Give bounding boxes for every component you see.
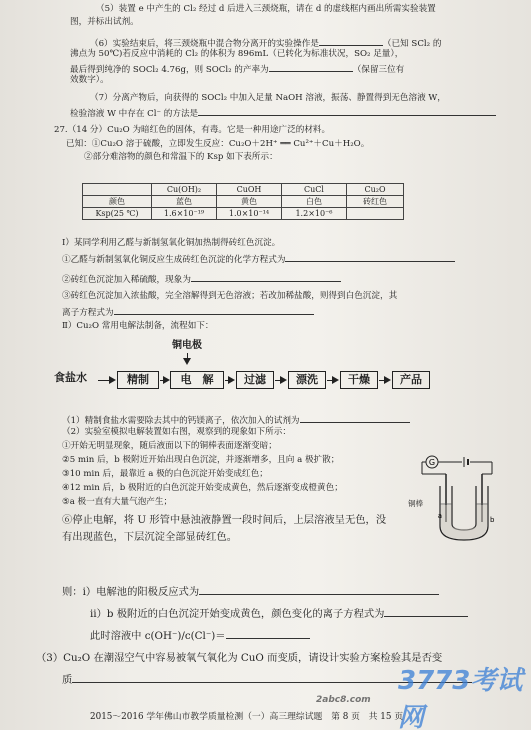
flow-step-refine: 精制 <box>117 371 159 389</box>
text-line: 最后得到纯净的 SOCl₂ 4.76g，则 SOCl₂ 的产率为 （保留三位有 <box>70 62 404 76</box>
electrode-b-label: b <box>490 516 495 524</box>
answer-blank <box>226 629 310 639</box>
text-line: 离子方程式为 <box>62 305 314 319</box>
answer-blank <box>285 252 455 262</box>
text-line: ⑥停止电解，将 U 形管中悬浊液静置一段时间后，上层溶液呈无色，没 <box>62 514 387 526</box>
watermark-logo: 3773考试网 <box>398 666 523 730</box>
table-header-cell: CuCl <box>282 184 347 196</box>
text-line: ②砖红色沉淀加入稀硫酸，现象为 <box>62 272 341 286</box>
flow-step-electrolysis: 电 解 <box>170 371 224 389</box>
copper-rod-label: 铜棒 <box>408 499 423 508</box>
table-cell: 1.2×10⁻⁶ <box>282 208 347 220</box>
galvanometer-label: G <box>428 458 436 467</box>
table-cell: 砖红色 <box>347 196 404 208</box>
text-line: （2）实验室模拟电解装置如右图，观察到的现象如下所示： <box>62 427 291 437</box>
table-cell: 1.6×10⁻¹⁹ <box>152 208 217 220</box>
answer-blank <box>198 106 496 116</box>
text-line: （5）装置 e 中产生的 Cl₂ 经过 d 后进入三颈烧瓶，请在 d 的虚线框内画出所需实验装置 <box>96 4 436 14</box>
table-cell <box>347 208 404 220</box>
text-line: Ⅰ）某同学利用乙醛与新制氢氧化铜加热制得砖红色沉淀。 <box>62 238 281 248</box>
text-line: ①乙醛与新制氢氧化铜反应生成砖红色沉淀的化学方程式为 <box>62 252 455 266</box>
text-line: ②5 min 后，b 极附近开始出现白色沉淀，并逐渐增多，且向 a 极扩散； <box>62 455 340 465</box>
text-line: 已知：①Cu₂O 溶于硫酸，立即发生反应：Cu₂O＋2H⁺ ══ Cu²⁺＋Cu＋H₂O。 <box>66 139 370 149</box>
text-line: （3）Cu₂O 在潮湿空气中容易被氧气氧化为 CuO 而变质，请设计实验方案检验其是否变 <box>36 652 443 664</box>
text-line: 检验溶液 W 中存在 Cl⁻ 的方法是 <box>70 106 496 120</box>
flow-arrow <box>225 380 233 381</box>
answer-blank <box>300 413 410 423</box>
text-line: 图，并标出试剂。 <box>70 17 139 27</box>
text-line: 则：ⅰ）电解池的阳极反应式为 <box>62 585 439 599</box>
table-row <box>83 196 404 208</box>
table-header-cell: Cu(OH)₂ <box>152 184 217 196</box>
question-27-heading: 27.（14 分）Cu₂O 为暗红色的固体，有毒。它是一种用途广泛的材料。 <box>54 125 331 135</box>
table-header-cell: CuOH <box>217 184 282 196</box>
flow-arrow <box>160 380 168 381</box>
text-line: ③砖红色沉淀加入浓盐酸，完全溶解得到无色溶液；若改加稀盐酸，则得到白色沉淀，其 <box>62 291 398 301</box>
table-header-cell <box>83 184 152 196</box>
table-cell: 黄色 <box>217 196 282 208</box>
flow-input: 食盐水 <box>54 371 87 384</box>
page-footer: 2015～2016 学年佛山市教学质量检测（一）高三理综试题 第 8 页 共 15 页 <box>90 712 404 722</box>
table-cell: 颜色 <box>83 196 152 208</box>
table-header-cell: Cu₂O <box>347 184 404 196</box>
electrode-label: 铜电极 <box>172 340 202 351</box>
table-cell: 1.0×10⁻¹⁴ <box>217 208 282 220</box>
table-cell: 白色 <box>282 196 347 208</box>
text-line: （6）实验结束后，将三颈烧瓶中混合物分离开的实验操作是 （已知 SCl₂ 的 <box>90 36 441 50</box>
electrolysis-apparatus <box>418 452 508 544</box>
text-line: （7）分离产物后，向获得的 SOCl₂ 中加入足量 NaOH 溶液，振荡、静置得到无色溶液 W， <box>90 93 446 103</box>
text-line: 质 <box>62 673 472 687</box>
table-row <box>83 208 404 220</box>
table-cell: 蓝色 <box>152 196 217 208</box>
flow-arrow <box>327 380 337 381</box>
text-line: 有出现蓝色，下层沉淀全部显砖红色。 <box>62 531 238 543</box>
flow-step-filter: 过滤 <box>236 371 274 389</box>
text-line: ①开始无明显现象，随后液面以下的铜棒表面逐渐变暗； <box>62 441 277 451</box>
text-line: 此时溶液中 c(OH⁻)/c(Cl⁻)＝ <box>90 629 310 643</box>
text-line: （1）精制食盐水需要除去其中的钙镁离子，依次加入的试剂为 <box>62 413 410 427</box>
answer-blank <box>269 62 353 72</box>
watermark-url: 2abc8.com <box>316 695 371 705</box>
flow-step-dry: 干燥 <box>340 371 378 389</box>
text-line: 沸点为 50℃)若反应中消耗的 Cl₂ 的体积为 896mL（已转化为标准状况，SO₂ 足量）， <box>70 49 404 59</box>
table-cell: Ksp(25 ℃) <box>83 208 152 220</box>
flow-arrow <box>98 380 114 381</box>
answer-blank <box>114 305 314 315</box>
answer-blank <box>199 585 439 595</box>
answer-blank <box>191 272 341 282</box>
electrode-a-label: a <box>437 512 442 520</box>
flow-step-product: 产品 <box>392 371 430 389</box>
text-line: ⑤a 极一直有大量气泡产生； <box>62 497 173 507</box>
text-line: ④12 min 后，b 极附近的白色沉淀开始变成黄色，然后逐渐变成橙黄色； <box>62 483 343 493</box>
text-line: ②部分难溶物的颜色和常温下的 Ksp 如下表所示： <box>84 152 278 162</box>
flow-arrow <box>379 380 389 381</box>
text-line: ⅱ）b 极附近的白色沉淀开始变成黄色，颜色变化的离子方程式为 <box>90 607 468 621</box>
answer-blank <box>319 36 383 46</box>
text-line: 效数字）。 <box>70 75 109 85</box>
flow-arrow <box>275 380 285 381</box>
flow-step-rinse: 漂洗 <box>288 371 326 389</box>
text-line: ③10 min 后，最靠近 a 极的白色沉淀开始变成红色； <box>62 469 268 479</box>
answer-blank <box>384 607 468 617</box>
text-line: Ⅱ）Cu₂O 常用电解法制备，流程如下： <box>62 321 214 331</box>
down-arrow <box>187 353 188 363</box>
solubility-table <box>82 183 404 220</box>
